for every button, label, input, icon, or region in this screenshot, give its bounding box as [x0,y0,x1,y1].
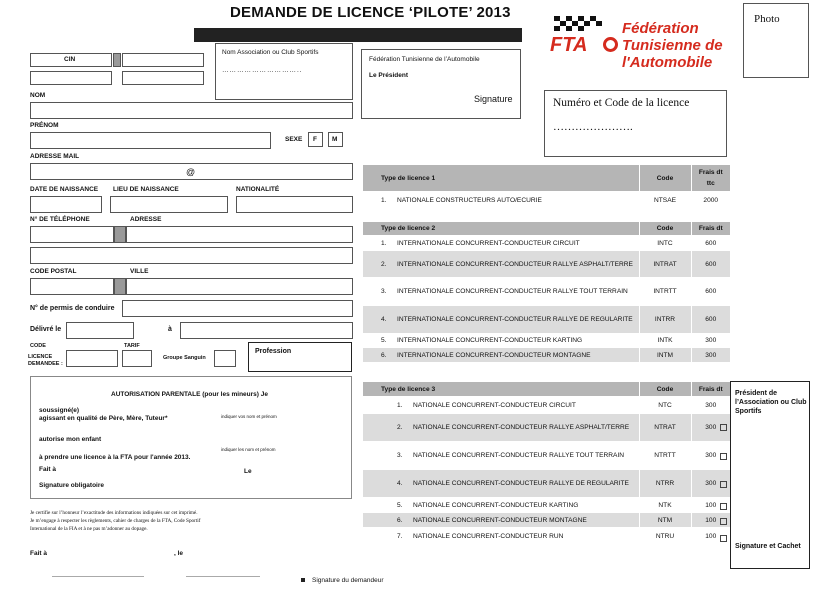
logo-abbr: FTA [550,34,588,56]
profession-box[interactable] [248,342,352,372]
licence-number-box[interactable] [544,90,727,157]
blood-group-label: Groupe Sanguin [163,355,206,361]
table-row[interactable]: 2. NATIONALE CONCURRENT-CONDUCTEUR RALLYE ASPHALT/TERRE NTRAT 300 [363,414,730,441]
club-box-dots: ………………………….. [222,67,303,74]
form-title: DEMANDE DE LICENCE ‘PILOTE’ 2013 [230,4,511,21]
cin-field[interactable] [30,53,112,67]
row-fee: 2000 [691,191,730,209]
federation-line2: Le Président [369,72,409,79]
logo-line1: Fédération [622,20,699,37]
declaration-signature-label: Signature du demandeur [312,577,384,584]
tarif-label: TARIF [124,343,140,349]
checkbox[interactable] [720,535,727,542]
licence-code-field[interactable] [66,350,118,367]
club-box[interactable] [215,43,353,100]
licence-table-type3 [363,382,730,545]
sexe-m-label: M [332,136,338,143]
pob-field[interactable] [110,196,228,213]
checkbox[interactable] [720,518,727,525]
cin-separator [113,53,121,67]
cin-field-4[interactable] [122,71,204,85]
declaration-date-line[interactable] [186,576,260,577]
table-row[interactable]: 2. INTERNATIONALE CONCURRENT-CONDUCTEUR RALLYE ASPHALT/TERRE INTRAT 600 [363,251,730,277]
parental-authorization-box[interactable] [30,376,352,499]
dob-field[interactable] [30,196,102,213]
licence-tarif-field[interactable] [122,350,152,367]
federation-line3: Signature [474,94,513,104]
type2-title: Type de licence 2 [363,222,639,235]
president-line1: Président de l’Association ou Club Sportifs [735,390,807,415]
postal-field[interactable] [30,278,114,295]
table-row[interactable]: 6. INTERNATIONALE CONCURRENT-CONDUCTEUR MONTAGNE INTM 300 [363,348,730,362]
photo-label: Photo [754,13,780,25]
parental-le-label: Le [244,468,252,475]
city-label: VILLE [130,268,149,275]
profession-label: Profession [255,348,292,355]
prenom-field[interactable] [30,132,271,149]
cin-label: CIN [64,56,76,63]
declaration-fait-label: Fait à [30,550,47,557]
fta-logo [548,14,738,74]
sexe-f-checkbox[interactable] [308,132,323,147]
type2-code-header: Code [639,222,691,235]
declaration-line2: Je m’engage à respecter les règlements, cahier de charges de la FTA, Code Sportif [30,518,201,524]
type1-fee-header: Frais dt ttc [691,165,730,191]
licence-number-dots: …………………. [553,121,633,133]
sexe-m-checkbox[interactable] [328,132,343,147]
logo-ring-icon [603,37,618,52]
parental-line3: autorise mon enfant [39,436,102,443]
parental-line3-note: indiquer les nom et prénom [221,447,276,452]
phone-separator [114,226,126,243]
logo-line3: l'Automobile [622,54,713,71]
sexe-label: SEXE [285,136,303,143]
declaration-text [30,509,200,533]
table-row[interactable]: 1. INTERNATIONALE CONCURRENT-CONDUCTEUR CIRCUIT INTC 600 [363,235,730,251]
checkbox[interactable] [720,424,727,431]
licence-number-label: Numéro et Code de la licence [553,97,690,109]
issued-place-label: à [168,326,172,333]
checkbox[interactable] [720,453,727,460]
dob-label: DATE DE NAISSANCE [30,186,99,193]
federation-box [361,49,521,119]
blood-group-field[interactable] [214,350,236,367]
table-row[interactable]: 5. NATIONALE CONCURRENT-CONDUCTEUR KARTING NTK 100 [363,497,730,513]
club-box-label: Nom Association ou Club Sportifs [222,49,319,56]
cin-field-3[interactable] [122,53,204,67]
address-field-2[interactable] [30,247,353,264]
postal-label: CODE POSTAL [30,268,77,275]
email-label: ADRESSE MAIL [30,153,80,160]
table-row[interactable]: 4. NATIONALE CONCURRENT-CONDUCTEUR RALLYE DE REGULARITE NTRR 300 [363,470,730,497]
parental-fait-label: Fait à [39,466,56,473]
declaration-place-line[interactable] [52,576,144,577]
pob-label: LIEU DE NAISSANCE [113,186,179,193]
city-field[interactable] [126,278,353,295]
type2-fee-header: Frais dt [691,222,730,235]
type3-title: Type de licence 3 [363,382,639,396]
nom-field[interactable] [30,102,353,119]
declaration-le-label: , le [174,550,184,557]
sexe-f-label: F [313,136,317,143]
address-field[interactable] [126,226,353,243]
prenom-label: PRÉNOM [30,122,59,129]
code-label: CODE [30,343,46,349]
photo-box[interactable] [743,3,809,78]
issued-date-field[interactable] [66,322,134,339]
licence-table-type1 [363,165,730,209]
president-line2: Signature et Cachet [735,543,801,550]
table-row[interactable]: 4. INTERNATIONALE CONCURRENT-CONDUCTEUR RALLYE DE REGULARITE INTRR 600 [363,306,730,333]
parental-line1: soussigné(e) [39,407,80,414]
table-row[interactable]: 3. NATIONALE CONCURRENT-CONDUCTEUR RALLYE TOUT TERRAIN NTRTT 300 [363,441,730,470]
bullet-icon [301,578,305,582]
type3-fee-header: Frais dt [691,382,730,396]
licence-requested-label: LICENCE DEMANDEE : [28,354,63,367]
phone-label: N° DE TÉLÉPHONE [30,216,90,223]
cin-field-2[interactable] [30,71,112,85]
parental-title: AUTORISATION PARENTALE (pour les mineurs) Je [111,391,268,398]
parental-signature-label: Signature obligatoire [39,482,105,489]
parental-line2-note: indiquer vos nom et prénom [221,414,277,419]
email-field[interactable] [30,163,353,180]
type3-code-header: Code [639,382,691,396]
parental-line2: agissant en qualité de Père, Mère, Tuteur* [39,415,168,422]
president-box[interactable] [730,381,810,569]
title-underline-bar [194,28,522,42]
table-row[interactable]: 5. INTERNATIONALE CONCURRENT-CONDUCTEUR KARTING INTK 300 [363,333,730,348]
nationality-field[interactable] [236,196,353,213]
issued-label: Délivré le [30,326,62,333]
postal-separator [114,278,126,295]
phone-field[interactable] [30,226,114,243]
table-row[interactable]: 1. NATIONALE CONCURRENT-CONDUCTEUR CIRCUIT NTC 300 [363,396,730,414]
checkered-flag-icon [554,14,610,36]
table-row[interactable]: 7. NATIONALE CONCURRENT-CONDUCTEUR RUN NTRU 100 [363,527,730,545]
declaration-line1: Je certifie sur l’honneur l’exactitude des informations indiquées sur cet imprimé. [30,510,198,516]
table-row[interactable]: 6. NATIONALE CONCURRENT-CONDUCTEUR MONTAGNE NTM 100 [363,513,730,527]
row-name: 1. NATIONALE CONSTRUCTEURS AUTO/ECURIE [381,196,542,204]
parental-line4: à prendre une licence à la FTA pour l'année 2013. [39,454,191,461]
issued-place-field[interactable] [180,322,353,339]
permit-label: N° de permis de conduire [30,305,115,312]
declaration-line3: International de la FIA et à ne pas m’adonner au dopage. [30,526,148,532]
type1-title: Type de licence 1 [363,165,639,191]
type1-code-header: Code [639,165,691,191]
licence-table-type2 [363,222,730,362]
logo-line2: Tunisienne de [622,37,723,54]
table-row[interactable]: 3. INTERNATIONALE CONCURRENT-CONDUCTEUR RALLYE TOUT TERRAIN INTRTT 600 [363,277,730,306]
permit-field[interactable] [122,300,353,317]
federation-line1: Fédération Tunisienne de l’Automobile [369,56,480,63]
nom-label: NOM [30,92,46,99]
checkbox[interactable] [720,503,727,510]
checkbox[interactable] [720,481,727,488]
email-at-sign: @ [186,167,196,177]
table-row[interactable] [363,191,730,209]
nationality-label: NATIONALITÉ [236,186,280,193]
address-label: ADRESSE [130,216,162,223]
row-code: NTSAE [639,191,691,209]
